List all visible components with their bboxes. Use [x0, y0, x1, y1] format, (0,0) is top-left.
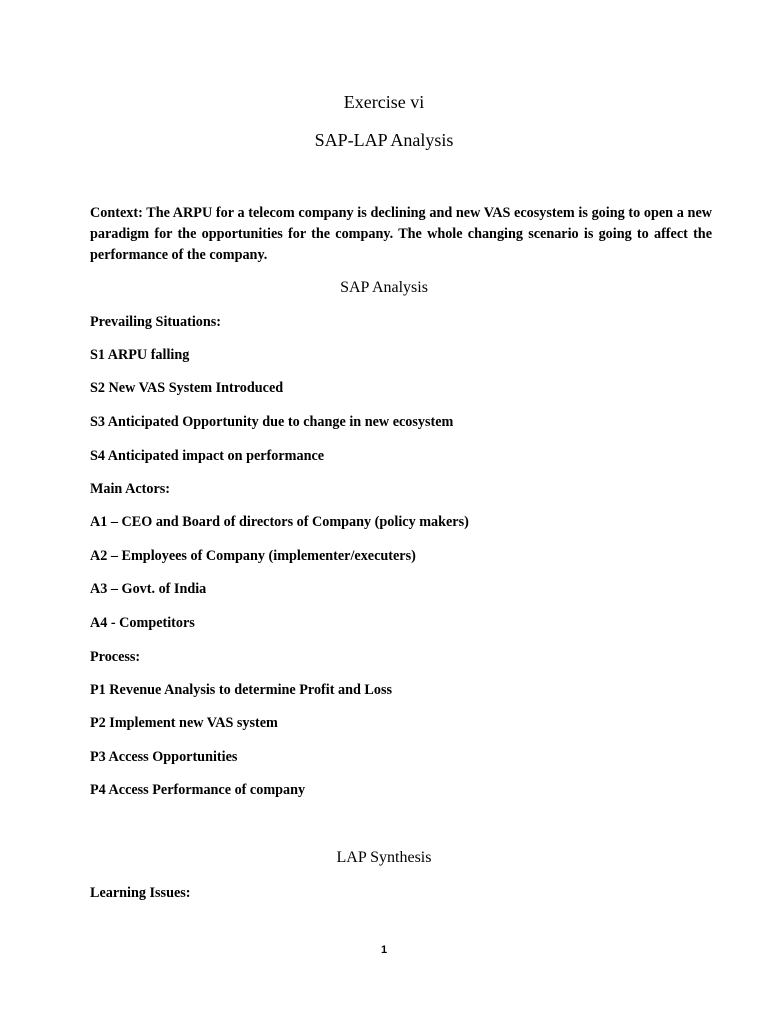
- situation-item: S4 Anticipated impact on performance: [90, 448, 325, 464]
- document-subtitle: SAP-LAP Analysis: [314, 130, 454, 150]
- situations-label: Prevailing Situations:: [90, 314, 221, 330]
- context-paragraph: Context: The ARPU for a telecom company is declining and new VAS ecosystem is going to open a new paradigm for the opportunities for the company. The whole changing scenario is going to affect the performance of the company.: [90, 205, 712, 263]
- process-item: P2 Implement new VAS system: [90, 715, 278, 731]
- document-title: Exercise vi: [343, 92, 425, 112]
- actors-label: Main Actors:: [90, 481, 170, 497]
- sap-analysis-heading: SAP Analysis: [340, 279, 428, 296]
- process-item: P3 Access Opportunities: [90, 749, 238, 765]
- learning-issues-label: Learning Issues:: [90, 885, 191, 901]
- situation-item: S2 New VAS System Introduced: [90, 380, 284, 396]
- situation-item: S1 ARPU falling: [90, 347, 190, 363]
- process-item: P1 Revenue Analysis to determine Profit and Loss: [90, 682, 393, 698]
- lap-synthesis-heading: LAP Synthesis: [336, 849, 432, 866]
- actor-item: A4 - Competitors: [90, 615, 195, 631]
- situation-item: S3 Anticipated Opportunity due to change in new ecosystem: [90, 414, 454, 430]
- actor-item: A1 – CEO and Board of directors of Company (policy makers): [90, 514, 469, 530]
- actor-item: A3 – Govt. of India: [90, 581, 207, 597]
- process-item: P4 Access Performance of company: [90, 782, 306, 798]
- page-number: 1: [380, 944, 388, 956]
- process-label: Process:: [90, 649, 141, 665]
- actor-item: A2 – Employees of Company (implementer/executers): [90, 548, 416, 564]
